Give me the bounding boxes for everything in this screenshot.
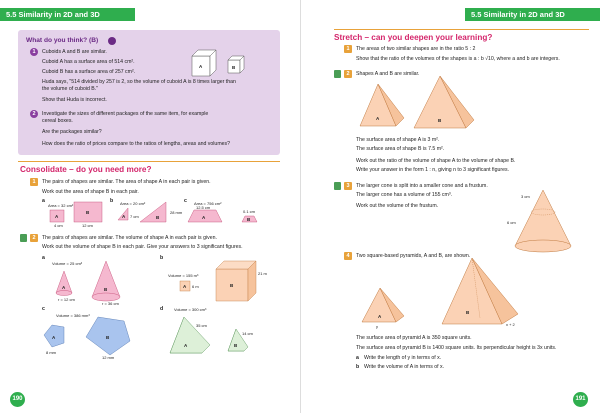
stretch-heading: Stretch – can you deepen your learning? [334, 33, 493, 42]
stretch-q3-line: The larger cone has a volume of 155 cm³. [356, 192, 453, 198]
part-label: b [160, 255, 164, 261]
right-page-header: 5.5 Similarity in 2D and 3D [465, 8, 600, 21]
stretch-q2-line: The surface area of shape A is 3 m². [356, 137, 440, 143]
page-number-left: 190 [10, 392, 25, 407]
stretch-q4-line: Write the volume of A in terms of x. [364, 364, 445, 370]
volume-label-b: Volume = 155 m³ [168, 273, 199, 278]
stretch-q2-line: Shapes A and B are similar. [356, 71, 420, 77]
section-divider [334, 29, 589, 30]
calculator-icon [334, 70, 341, 78]
consolidate-q2-line: Work out the volume of shape B in each pair. Give your answers to 3 significant figures. [42, 244, 243, 250]
consolidate-q2-line: The pairs of shapes are similar. The volume of shape A in each pair is given. [42, 235, 217, 241]
think-q1-line: Cuboid A has a surface area of 514 cm². [42, 59, 135, 65]
trapezium-a-label: A [202, 215, 206, 220]
length-label: 28 mm [170, 210, 183, 215]
pyramids-q4-figure [356, 258, 556, 330]
radius-label: r = 12 cm [58, 297, 75, 302]
height-label: 14 cm [242, 331, 253, 336]
edge-label: 21 m [258, 271, 267, 276]
rect-b-label: B [86, 210, 90, 215]
think-q2-number: 2 [30, 110, 38, 118]
stretch-q4-line: Two square-based pyramids, A and B, are shown. [356, 253, 471, 259]
part-label: b [356, 364, 360, 370]
stretch-q1-number: 1 [344, 45, 352, 53]
stretch-q3-number: 3 [344, 182, 352, 190]
consolidate-q2-figures [42, 255, 282, 365]
pyramid-a-edge-label: y [376, 324, 378, 329]
area-label-c: Area = 756 cm² [194, 201, 222, 206]
cuboid-a-label: A [199, 64, 203, 69]
volume-label-c: Volume = 386 mm³ [56, 313, 90, 318]
length-label: 7 cm [130, 214, 139, 219]
area-label-a: Area = 32 cm² [48, 203, 74, 208]
volume-label-d: Volume = 300 cm³ [174, 307, 207, 312]
height-label: 6 cm [507, 220, 516, 225]
small-pyramid-label: B [234, 343, 238, 348]
consolidate-q1-line: Work out the area of shape B in each pair. [42, 189, 139, 195]
cuboid-b [228, 56, 244, 73]
consolidate-q1-number: 1 [30, 178, 38, 186]
volume-label-a: Volume = 25 cm³ [52, 261, 83, 266]
large-cube-label: B [230, 283, 234, 288]
calculator-icon [334, 182, 341, 190]
triangle-b-label: B [156, 215, 160, 220]
cuboid-b-label: B [232, 65, 236, 70]
part-label: d [160, 306, 164, 312]
right-page [300, 0, 600, 413]
think-q2-line: How does the ratio of prices compare to the ratios of lengths, areas and volumes? [42, 141, 231, 147]
edge-label: 6 m [192, 284, 199, 289]
stretch-q4-line: The surface area of pyramid A is 350 square units. [356, 335, 472, 341]
part-label: b [110, 198, 114, 204]
part-label: a [42, 255, 45, 261]
length-label: 8 mm [46, 350, 56, 355]
pyramid-a-label: A [376, 116, 380, 121]
large-cone-label: B [104, 287, 108, 292]
large-cone-base [92, 293, 120, 301]
stretch-q2-line: The surface area of shape B is 7.5 m². [356, 146, 445, 152]
trapezium-b-label: B [247, 217, 251, 222]
length-label: 4 cm [54, 223, 63, 228]
consolidate-q2-number: 2 [30, 234, 38, 242]
triangle-a-label: A [122, 214, 126, 219]
length-label: 0.1 cm [243, 209, 256, 214]
height-label: 35 cm [196, 323, 207, 328]
large-prism-label: B [106, 335, 110, 340]
consolidate-q1-line: The pairs of shapes are similar. The area of shape A in each pair is given. [42, 179, 211, 185]
stretch-q4-line: The surface area of pyramid B is 1400 square units. Its perpendicular height is 3x units. [356, 345, 557, 351]
pyramid-a-label: A [378, 314, 382, 319]
part-label: c [42, 306, 45, 312]
page-number-right: 191 [573, 392, 588, 407]
stretch-q1-line: The areas of two similar shapes are in the ratio 5 : 2 [356, 46, 476, 52]
stretch-q3-line: The larger cone is split into a smaller cone and a frustum. [356, 183, 488, 189]
small-cone-base [56, 291, 72, 296]
cuboid-a [192, 50, 216, 76]
large-pyramid-label: A [184, 343, 188, 348]
stretch-q4-number: 4 [344, 252, 352, 260]
length-label: 12 cm [82, 223, 93, 228]
part-label: a [42, 198, 45, 204]
small-radius-label: 3 cm [521, 194, 530, 199]
small-cone-label: A [62, 285, 66, 290]
pyramid-b-label: B [438, 118, 442, 123]
small-prism-label: A [52, 335, 56, 340]
area-label-b: Area = 20 cm² [120, 201, 146, 206]
think-q1-line: the volume of cuboid B." [42, 86, 99, 92]
pyramid-b-label: B [466, 310, 470, 315]
think-q1-number: 1 [30, 48, 38, 56]
think-q1-line: Cuboids A and B are similar. [42, 49, 107, 55]
think-q1-line: Huda says, "514 divided by 257 is 2, so the volume of cuboid A is 8 times larger than [42, 79, 236, 85]
section-divider [18, 161, 280, 162]
think-q1-line: Show that Huda is incorrect. [42, 97, 107, 103]
part-label: a [356, 355, 359, 361]
think-q2-line: cereal boxes. [42, 118, 73, 124]
pyramid-b-edge-label: x + 2 [506, 322, 515, 327]
calculator-icon [20, 234, 27, 242]
radius-label: r = 36 cm [102, 301, 119, 306]
cone-frustum-figure [507, 186, 587, 256]
small-cube-label: A [183, 284, 187, 289]
stretch-q1-line: Show that the ratio of the volumes of the shapes is a : b √10, where a and b are integers. [356, 56, 560, 62]
consolidate-heading: Consolidate – do you need more? [20, 165, 152, 174]
think-q2-line: Are the packages similar? [42, 129, 102, 135]
consolidate-q1-figures [42, 200, 282, 230]
stretch-q3-line: Work out the volume of the frustum. [356, 203, 439, 209]
stretch-q4-line: Write the length of y in terms of x. [364, 355, 442, 361]
part-label: c [184, 198, 187, 204]
rect-a-label: A [55, 214, 59, 219]
pyramids-ab-figure [356, 76, 476, 130]
stretch-q2-line: Work out the ratio of the volume of shape A to the volume of shape B. [356, 158, 516, 164]
length-label: 12.5 cm [196, 205, 211, 210]
cone-base [515, 240, 571, 252]
length-label: 12 mm [102, 355, 115, 360]
think-q2-line: Investigate the sizes of different packages of the same item, for example [42, 111, 209, 117]
think-title: What do you think? (B) [26, 37, 99, 44]
stretch-q2-line: Write your answer in the form 1 : n, giving n to 3 significant figures. [356, 167, 510, 173]
think-q1-line: Cuboid B has a surface area of 257 cm². [42, 69, 136, 75]
think-icon [108, 37, 116, 45]
cuboids-figure [190, 44, 260, 80]
stretch-q2-number: 2 [344, 70, 352, 78]
left-page-header: 5.5 Similarity in 2D and 3D [0, 8, 135, 21]
